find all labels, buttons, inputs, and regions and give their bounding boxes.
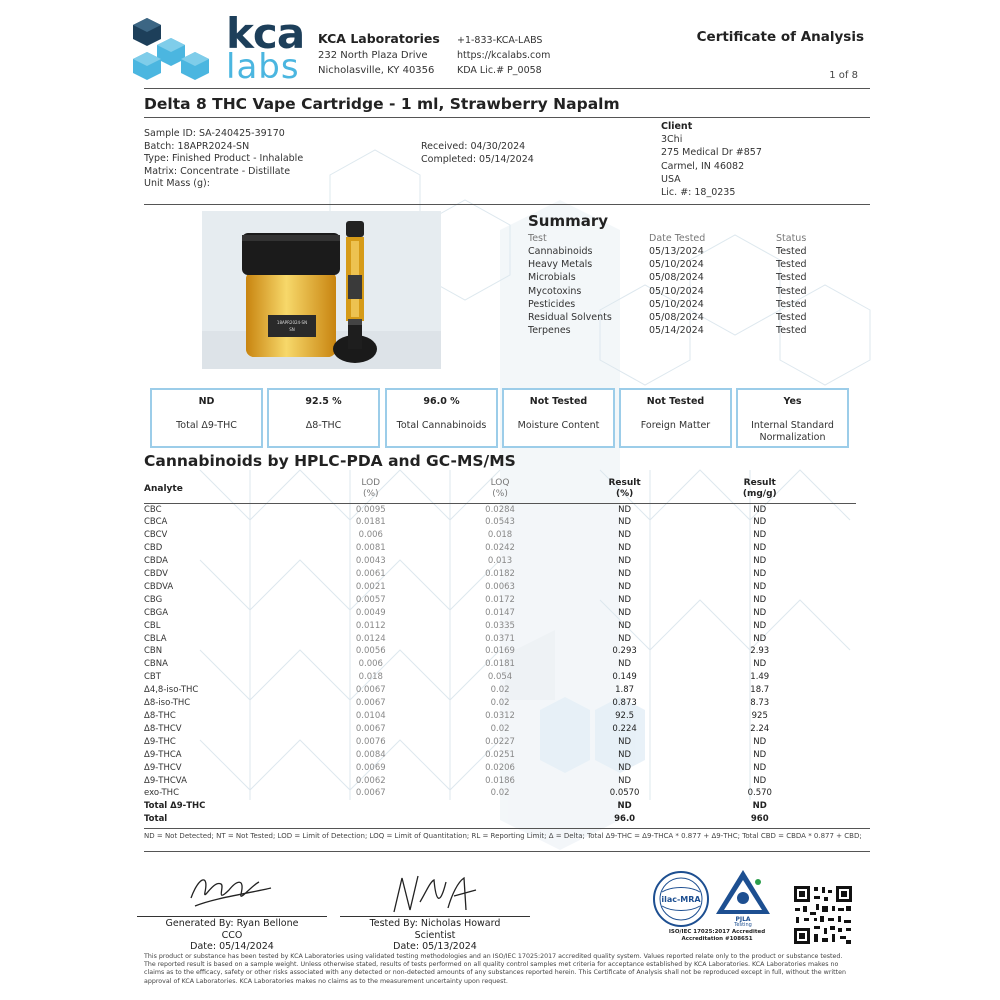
header-result-mg-unit: (mg/g)	[742, 489, 777, 500]
analyte-result-mg: ND	[753, 633, 767, 644]
analyte-lod: 0.018	[358, 672, 383, 683]
jar-label-line2: SN	[289, 327, 295, 332]
sample-id: Sample ID: SA-240425-39170	[144, 128, 285, 139]
header-lod-unit: (%)	[362, 489, 379, 500]
analyte-result-mg: ND	[753, 775, 767, 786]
key-result-value: 96.0 %	[423, 396, 460, 407]
analyte-result-mg: 18.7	[750, 685, 770, 696]
signature-line-1	[137, 916, 327, 917]
summary-date-tested: 05/10/2024	[649, 285, 704, 297]
analyte-lod: 0.0049	[355, 607, 386, 618]
summary-date-tested: 05/08/2024	[649, 272, 704, 284]
analyte-result-pct: ND	[618, 543, 632, 554]
analyte-result-mg: ND	[753, 620, 767, 631]
analyte-name: CBC	[144, 504, 162, 515]
summary-row	[528, 271, 807, 284]
analyte-result-mg: ND	[753, 762, 767, 773]
analyte-loq: 0.0284	[485, 504, 515, 515]
header-result-label: Result	[608, 478, 641, 489]
table-row	[144, 516, 856, 529]
analyte-name: Δ9-THCA	[144, 749, 182, 760]
table-row	[144, 529, 856, 542]
table-row	[144, 762, 856, 775]
analyte-loq: 0.02	[490, 685, 510, 696]
header-analyte: Analyte	[144, 483, 183, 494]
company-info	[318, 30, 440, 78]
analyte-loq: 0.0251	[485, 749, 515, 760]
product-title: Delta 8 THC Vape Cartridge - 1 ml, Strawberry Napalm	[144, 95, 620, 113]
analyte-name: Δ8-THC	[144, 711, 176, 721]
analyte-loq: 0.02	[490, 788, 510, 799]
analyte-name: CBL	[144, 620, 161, 631]
table-row	[144, 775, 856, 788]
analyte-lod: 0.0061	[355, 569, 386, 580]
key-result-label: Moisture Content	[517, 420, 600, 431]
summary-status: Tested	[776, 298, 807, 310]
key-result-label: Total Δ9-THC	[176, 420, 237, 431]
table-row	[144, 671, 856, 684]
analyte-result-mg: 925	[751, 711, 768, 721]
key-result-label: Total Cannabinoids	[396, 420, 487, 431]
analyte-lod: 0.0104	[355, 711, 386, 721]
analyte-loq: 0.0169	[485, 646, 515, 657]
analyte-lod: 0.0067	[355, 788, 386, 799]
analyte-result-pct: ND	[618, 775, 632, 786]
header-loq-unit: (%)	[492, 489, 508, 500]
analyte-loq	[414, 813, 585, 826]
company-address-line2: Nicholasville, KY 40356	[318, 65, 435, 76]
key-result-box	[267, 388, 380, 448]
summary-date-tested: 05/10/2024	[649, 259, 704, 271]
analyte-result-mg: 1.49	[750, 672, 770, 683]
analyte-lod: 0.0081	[355, 543, 386, 554]
analyte-result-mg: ND	[753, 543, 767, 554]
summary-header-test: Test	[528, 233, 547, 244]
signature-line-2	[340, 916, 530, 917]
analyte-lod: 0.0067	[355, 723, 386, 734]
analyte-result-pct: ND	[618, 504, 632, 515]
analyte-result-mg: ND	[753, 530, 767, 541]
summary-test-name: Residual Solvents	[528, 312, 612, 324]
table-row	[144, 620, 856, 633]
client-country: USA	[661, 173, 681, 185]
analyte-result-mg: ND	[753, 594, 767, 605]
summary-row	[528, 311, 807, 324]
generated-by-date: Date: 05/14/2024	[190, 941, 274, 952]
summary-date-tested: 05/13/2024	[649, 246, 704, 258]
header-divider	[144, 88, 870, 89]
table-bottom-divider	[144, 828, 870, 829]
ilac-mra-logo-icon	[652, 870, 710, 928]
company-phone: +1-833-KCA-LABS	[457, 35, 543, 46]
table-row	[144, 697, 856, 710]
info-divider	[144, 204, 870, 205]
header-lod-label: LOD	[361, 478, 381, 489]
analyte-lod: 0.0067	[355, 685, 386, 696]
analyte-result-mg: ND	[753, 517, 767, 528]
analyte-lod: 0.0067	[355, 698, 386, 709]
analyte-name: Δ4,8-iso-THC	[144, 685, 199, 696]
key-result-box	[385, 388, 498, 448]
analyte-loq: 0.0063	[485, 581, 515, 592]
tested-by-date: Date: 05/13/2024	[393, 941, 477, 952]
summary-test-name: Heavy Metals	[528, 259, 593, 271]
analyte-lod: 0.0057	[355, 594, 386, 605]
header-result-mg-label: Result	[743, 478, 776, 489]
company-license: KDA Lic.# P_0058	[457, 65, 542, 76]
analyte-result-mg: 960	[750, 814, 769, 825]
analyte-result-mg: ND	[753, 504, 767, 515]
analyte-lod: 0.006	[358, 659, 383, 670]
analyte-name: Δ9-THCVA	[144, 775, 187, 786]
table-row	[144, 645, 856, 658]
analyte-name: CBNA	[144, 659, 168, 670]
logo-labs-text: labs	[226, 47, 300, 87]
analyte-result-pct: 1.87	[615, 685, 635, 696]
summary-status: Tested	[776, 325, 807, 337]
company-website[interactable]: https://kcalabs.com	[457, 50, 551, 61]
key-result-box	[619, 388, 732, 448]
key-result-value: 92.5 %	[305, 396, 342, 407]
analyte-result-mg: ND	[753, 569, 767, 580]
analyte-name: CBT	[144, 672, 161, 683]
summary-date-tested: 05/08/2024	[649, 312, 704, 324]
analyte-lod: 0.0181	[355, 517, 386, 528]
table-row	[144, 710, 856, 723]
analyte-lod: 0.0021	[355, 581, 386, 592]
analyte-result-mg: ND	[753, 736, 767, 747]
key-result-label: Internal Standard Normalization	[751, 420, 834, 443]
sample-type: Type: Finished Product - Inhalable	[144, 153, 304, 164]
analyte-name: Total	[144, 814, 168, 825]
analyte-result-pct: 0.149	[612, 672, 637, 683]
summary-table	[528, 232, 807, 337]
disclaimer-text: This product or substance has been tested by KCA Laboratories using validated testing methodologies and an ISO/IEC 17025:2017 accredited quality system. Values reported relate only to the product or substance tested. The reported result is based on a sample weight. Unless otherwise stated, results of tests performed on all quality control samples met criteria for acceptance established by KCA Laboratories. KCA Laboratories makes no claims as to the efficacy, safety or other risks associated with any detected or non-detected amounts of any substances reported herein. This Certificate of Analysis shall not be reproduced except in full, without the written approval of KCA Laboratories. KCA Laboratories makes no claims as to the measurement uncertainty upon request.	[144, 953, 846, 985]
analyte-result-pct: 0.0570	[609, 788, 640, 799]
summary-date-tested: 05/10/2024	[649, 298, 704, 310]
client-street: 275 Medical Dr #857	[661, 147, 762, 159]
analyte-lod: 0.0112	[355, 620, 386, 631]
summary-row	[528, 258, 807, 271]
analyte-result-mg: ND	[753, 556, 767, 567]
accreditation-number: Accreditation #108651	[681, 936, 753, 942]
table-row	[144, 658, 856, 671]
analyte-loq: 0.02	[490, 723, 510, 734]
summary-test-name: Pesticides	[528, 298, 576, 310]
analyte-loq: 0.0371	[485, 633, 515, 644]
key-result-label: Foreign Matter	[640, 420, 711, 431]
analyte-result-mg: ND	[753, 607, 767, 618]
key-result-value: Yes	[783, 396, 802, 407]
key-result-box	[736, 388, 849, 448]
header-result-unit: (%)	[615, 489, 634, 500]
analyte-result-pct: ND	[618, 594, 632, 605]
analyte-loq: 0.0181	[485, 659, 515, 670]
analyte-result-pct: 0.873	[612, 698, 637, 709]
analyte-loq: 0.0242	[485, 543, 515, 554]
analyte-result-mg: ND	[753, 749, 767, 760]
analyte-name: Δ9-THC	[144, 736, 176, 747]
analyte-loq: 0.0206	[485, 762, 515, 773]
signature-block-2	[340, 918, 530, 953]
dates-info	[421, 141, 534, 166]
analyte-result-mg: 0.570	[747, 788, 772, 799]
analyte-result-pct: 92.5	[615, 711, 635, 721]
table-row	[144, 594, 856, 607]
analyte-result-mg: 8.73	[750, 698, 770, 709]
analyte-result-pct: ND	[617, 801, 632, 812]
batch: Batch: 18APR2024-SN	[144, 140, 250, 152]
analyte-result-mg: 2.24	[750, 723, 770, 734]
summary-test-name: Terpenes	[528, 325, 571, 337]
table-row	[144, 555, 856, 568]
analyte-result-pct: ND	[618, 749, 632, 760]
key-result-value: Not Tested	[646, 396, 705, 407]
analyte-name: CBCV	[144, 530, 168, 541]
analyte-loq: 0.013	[487, 556, 513, 567]
analyte-result-mg: ND	[753, 581, 767, 592]
key-result-box	[150, 388, 263, 448]
summary-row	[528, 298, 807, 311]
analyte-result-pct: ND	[618, 530, 632, 541]
signature-block-1	[137, 918, 327, 953]
total-row	[144, 813, 856, 826]
key-result-label: Δ8-THC	[305, 420, 342, 431]
summary-status: Tested	[776, 246, 807, 258]
jar-label-line1: 18APR2024-SN	[276, 320, 308, 325]
qr-code-icon[interactable]	[792, 884, 854, 946]
footnote-divider	[144, 851, 870, 852]
pjla-text: PJLA	[735, 916, 751, 923]
analyte-name: CBN	[144, 646, 163, 657]
table-row	[144, 736, 856, 749]
analyte-name: CBCA	[144, 517, 168, 528]
table-row	[144, 503, 856, 516]
analyte-loq: 0.0186	[485, 775, 515, 786]
summary-header-row	[528, 232, 807, 245]
unit-mass: Unit Mass (g):	[144, 178, 210, 189]
analyte-lod: 0.0124	[355, 633, 386, 644]
analyte-name: CBLA	[144, 633, 167, 644]
summary-test-name: Mycotoxins	[528, 285, 582, 297]
sample-matrix: Matrix: Concentrate - Distillate	[144, 165, 291, 177]
summary-date-tested: 05/14/2024	[649, 325, 704, 337]
analyte-name: CBGA	[144, 607, 169, 618]
header-result-pct	[586, 476, 664, 503]
summary-header-date: Date Tested	[649, 233, 706, 244]
analyte-loq: 0.054	[487, 672, 513, 683]
analyte-name: exo-THC	[144, 788, 180, 799]
table-row	[144, 633, 856, 646]
cannabinoids-header-row	[144, 476, 856, 503]
company-name: KCA Laboratories	[318, 31, 440, 46]
analyte-lod: 0.0056	[355, 646, 386, 657]
summary-test-name: Microbials	[528, 272, 576, 284]
pjla-logo-icon	[714, 868, 772, 918]
product-photo	[202, 211, 441, 369]
analyte-result-pct: ND	[618, 620, 632, 631]
pjla-sub-text: Testing	[734, 922, 752, 928]
analyte-result-mg: ND	[753, 659, 767, 670]
analyte-result-pct: 0.224	[612, 723, 637, 734]
analyte-result-pct: ND	[618, 569, 632, 580]
analyte-name: CBD	[144, 543, 163, 554]
header-result-mg	[664, 476, 856, 503]
summary-row	[528, 245, 807, 258]
analyte-lod: 0.0095	[355, 504, 386, 515]
cannabinoids-title: Cannabinoids by HPLC-PDA and GC-MS/MS	[144, 452, 516, 470]
analyte-loq: 0.0543	[485, 517, 515, 528]
table-row	[144, 723, 856, 736]
received-date: Received: 04/30/2024	[421, 141, 526, 152]
analyte-lod: 0.0084	[355, 749, 386, 760]
summary-row	[528, 285, 807, 298]
analyte-lod: 0.0076	[355, 736, 386, 747]
analyte-name: Total Δ9-THC	[144, 801, 206, 812]
analyte-lod: 0.0043	[355, 556, 386, 567]
header-lod	[327, 476, 414, 503]
analyte-lod: 0.0069	[355, 762, 386, 773]
table-row	[144, 542, 856, 555]
generated-by-title: CCO	[221, 929, 243, 941]
analyte-loq: 0.02	[490, 698, 510, 709]
client-license: Lic. #: 18_0235	[661, 187, 736, 199]
title-divider	[144, 117, 870, 118]
analyte-name: CBDVA	[144, 581, 174, 592]
tested-by-title: Scientist	[414, 929, 456, 941]
logo-kca-text: kca	[226, 9, 305, 58]
analyte-name: CBDV	[144, 569, 168, 580]
analyte-result-pct: ND	[618, 581, 632, 592]
signature-nicholas-howard	[390, 872, 480, 916]
header-loq	[414, 476, 585, 503]
ilac-logo-text: ilac-MRA	[661, 895, 701, 904]
signature-ryan-bellone	[185, 868, 275, 914]
total-row	[144, 800, 856, 813]
analyte-loq: 0.0147	[485, 607, 515, 618]
summary-status: Tested	[776, 312, 807, 324]
analyte-result-pct: ND	[618, 659, 632, 670]
analyte-loq: 0.0227	[485, 736, 515, 747]
generated-by: Generated By: Ryan Bellone	[165, 918, 299, 929]
client-label: Client	[661, 121, 693, 132]
analyte-name: CBDA	[144, 556, 168, 567]
cannabinoids-table	[144, 476, 856, 826]
table-row	[144, 568, 856, 581]
analyte-result-pct: ND	[618, 633, 632, 644]
sample-info	[144, 128, 303, 191]
table-row	[144, 684, 856, 697]
analyte-result-pct: ND	[618, 762, 632, 773]
table-row	[144, 787, 856, 800]
tested-by: Tested By: Nicholas Howard	[369, 918, 501, 929]
completed-date: Completed: 05/14/2024	[421, 153, 534, 165]
analyte-lod	[327, 800, 414, 813]
analyte-name: Δ8-THCV	[144, 723, 182, 734]
analyte-loq: 0.0172	[485, 594, 515, 605]
logo-cubes-icon	[133, 18, 211, 82]
analyte-loq: 0.0335	[485, 620, 515, 631]
analyte-result-pct: ND	[618, 556, 632, 567]
summary-test-name: Cannabinoids	[528, 246, 593, 258]
analyte-result-pct: ND	[618, 607, 632, 618]
analyte-loq: 0.0182	[485, 569, 515, 580]
analyte-result-mg: 2.93	[750, 646, 770, 657]
analyte-loq: 0.018	[487, 530, 513, 541]
table-row	[144, 749, 856, 762]
analyte-lod: 0.006	[358, 530, 383, 541]
key-result-value: ND	[198, 396, 215, 407]
client-name: 3Chi	[661, 134, 683, 146]
table-row	[144, 581, 856, 594]
analyte-result-pct: ND	[618, 736, 632, 747]
summary-status: Tested	[776, 285, 807, 297]
summary-header-status: Status	[776, 233, 807, 244]
document-title: Certificate of Analysis	[696, 29, 864, 45]
table-footnote: ND = Not Detected; NT = Not Tested; LOD = Limit of Detection; LOQ = Limit of Quantitation; RL = Reporting Limit; Δ = Delta; Total Δ9-THC = Δ9-THCA * 0.877 + Δ9-THC; Total CBD = CBDA * 0.877 + CBD;	[144, 832, 862, 840]
company-contact	[457, 33, 550, 78]
client-city: Carmel, IN 46082	[661, 160, 745, 172]
summary-status: Tested	[776, 259, 807, 271]
summary-status: Tested	[776, 272, 807, 284]
key-result-value: Not Tested	[529, 396, 588, 407]
summary-row	[528, 324, 807, 337]
table-row	[144, 607, 856, 620]
analyte-lod: 0.0062	[355, 775, 386, 786]
header-loq-label: LOQ	[490, 478, 510, 489]
analyte-result-pct: ND	[618, 517, 632, 528]
key-result-box	[502, 388, 615, 448]
analyte-result-mg: ND	[752, 801, 767, 812]
analyte-loq: 0.0312	[485, 711, 515, 721]
analyte-loq	[414, 800, 585, 813]
iso-accreditation	[652, 929, 782, 943]
product-photo-drawing	[202, 211, 441, 369]
analyte-result-pct: 96.0	[614, 814, 636, 825]
summary-title: Summary	[528, 212, 609, 230]
analyte-name: CBG	[144, 594, 163, 605]
analyte-lod	[327, 813, 414, 826]
analyte-result-pct: 0.293	[612, 646, 637, 657]
page-number: 1 of 8	[829, 70, 858, 81]
iso-accreditation-line: ISO/IEC 17025:2017 Accredited	[668, 929, 766, 935]
analyte-name: Δ8-iso-THC	[144, 698, 191, 709]
client-info	[661, 120, 762, 199]
company-address-line1: 232 North Plaza Drive	[318, 50, 428, 61]
analyte-name: Δ9-THCV	[144, 762, 182, 773]
